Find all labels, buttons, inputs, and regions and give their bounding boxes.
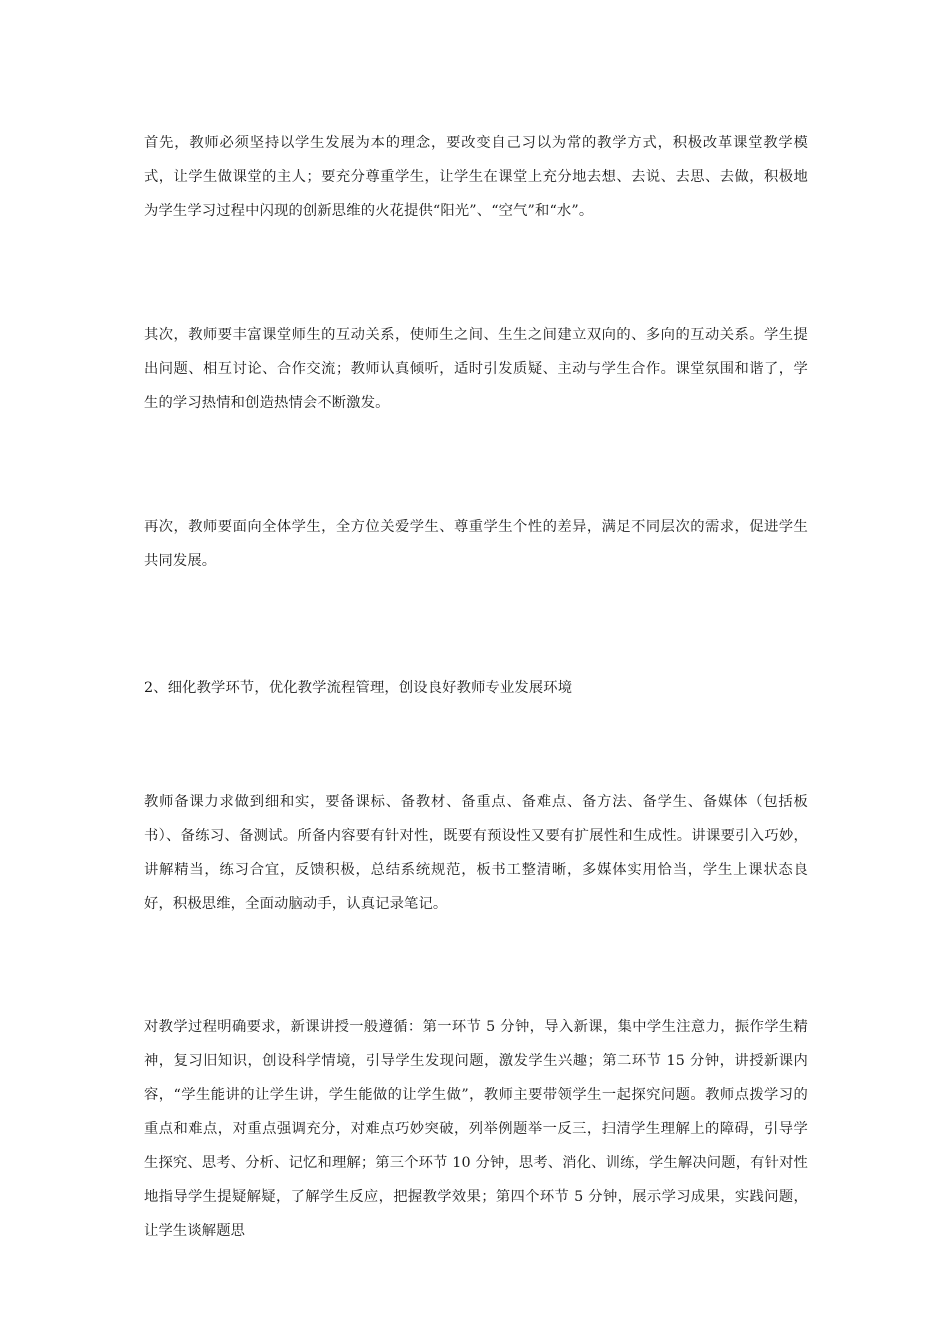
paragraph-teaching-process: 对教学过程明确要求，新课讲授一般遵循：第一环节 5 分钟，导入新课，集中学生注意力，振作学生精神，复习旧知识，创设科学情境，引导学生发现问题，激发学生兴趣；第二环节 15 分钟，讲授新课内容，“学生能讲的让学生讲，学生能做的让学生做”，教师主要带领学生一起探究问题。教师点拨学习的重点和难点，对重点强调充分，对难点巧妙突破，列举例题举一反三，扫清学生理解上的障碍，引导学生探究、思考、分析、记忆和理解；第三个环节 10 分钟，思考、消化、训练，学生解决问题，有针对性地指导学生提疑解疑，了解学生反应，把握教学效果；第四个环节 5 分钟，展示学习成果，实践问题，让学生谈解题思 <box>144 1019 808 1239</box>
section-heading: 2、细化教学环节，优化教学流程管理，创设良好教师专业发展环境 <box>144 680 573 696</box>
paragraph-interaction: 其次，教师要丰富课堂师生的互动关系，使师生之间、生生之间建立双向的、多向的互动关系。学生提出问题、相互讨论、合作交流；教师认真倾听，适时引发质疑、主动与学生合作。课堂氛围和谐了，学生的学习热情和创造热情会不断激发。 <box>144 327 808 411</box>
paragraph-all-students: 再次，教师要面向全体学生，全方位关爱学生、尊重学生个性的差异，满足不同层次的需求，促进学生共同发展。 <box>144 519 808 569</box>
paragraph-lesson-prep: 教师备课力求做到细和实，要备课标、备教材、备重点、备难点、备方法、备学生、备媒体（包括板书）、备练习、备测试。所备内容要有针对性，既要有预设性又要有扩展性和生成性。讲课要引入巧妙，讲解精当，练习合宜，反馈积极，总结系统规范，板书工整清晰，多媒体实用恰当，学生上课状态良好，积极思维，全面动脑动手，认真记录笔记。 <box>144 794 808 912</box>
paragraph-student-centered: 首先，教师必须坚持以学生发展为本的理念，要改变自己习以为常的教学方式，积极改革课堂教学模式，让学生做课堂的主人；要充分尊重学生，让学生在课堂上充分地去想、去说、去思、去做，积极地为学生学习过程中闪现的创新思维的火花提供“阳光”、“空气”和“水”。 <box>144 135 808 219</box>
